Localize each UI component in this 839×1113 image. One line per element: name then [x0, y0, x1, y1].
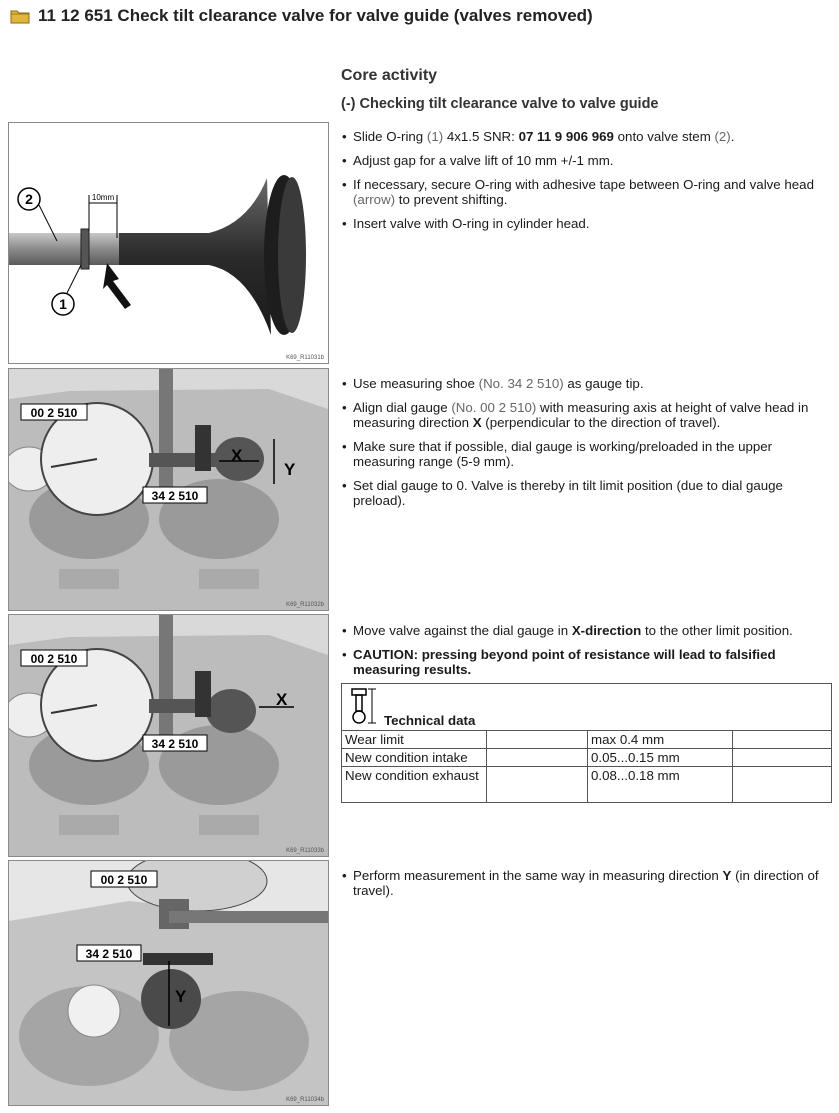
- table-cell: max 0.4 mm: [588, 731, 733, 749]
- shoe-label: 34 2 510: [85, 947, 133, 961]
- figure-valve: [8, 122, 329, 364]
- table-cell: [487, 731, 588, 749]
- table-row: [342, 731, 832, 749]
- table-cell: 0.08...0.18 mm: [588, 767, 733, 803]
- dimension-label: 10mm: [91, 193, 115, 202]
- list-item: • Make sure that if possible, dial gauge is working/preloaded in the upper measuring range (5-9 mm).: [341, 439, 833, 469]
- table-cell: [487, 749, 588, 767]
- step1-list: [341, 129, 833, 240]
- table-cell: Wear limit: [342, 731, 487, 749]
- gauge-label: 00 2 510: [100, 873, 148, 887]
- list-item: • Perform measurement in the same way in measuring direction Y (in direction of travel).: [341, 868, 833, 898]
- list-item: • Use measuring shoe (No. 34 2 510) as gauge tip.: [341, 376, 833, 391]
- cylinder-head-illustration: [9, 615, 328, 856]
- figure-dial-y: [8, 860, 329, 1106]
- figure-code: K69_R11032b: [286, 602, 324, 608]
- list-item: • Slide O-ring (1) 4x1.5 SNR: 07 11 9 906 969 onto valve stem (2).: [341, 129, 833, 144]
- direction-x-label: X: [231, 446, 243, 465]
- callout-2: 2: [25, 191, 33, 207]
- figure-dial-x-start: [8, 368, 329, 611]
- table-cell: [487, 767, 588, 803]
- table-cell: 0.05...0.15 mm: [588, 749, 733, 767]
- list-item: • If necessary, secure O-ring with adhesive tape between O-ring and valve head (arrow) to prevent shifting.: [341, 177, 833, 207]
- list-item: • Insert valve with O-ring in cylinder head.: [341, 216, 833, 231]
- step4-list: [341, 868, 833, 907]
- section-heading: Core activity: [341, 67, 438, 84]
- table-row: [342, 767, 832, 803]
- direction-x-label: X: [276, 690, 288, 709]
- measuring-tool-icon: [348, 687, 378, 725]
- folder-icon: [10, 8, 30, 24]
- gauge-label: 00 2 510: [30, 652, 78, 666]
- figure-code: K69_R11033b: [286, 848, 324, 854]
- list-item: • Set dial gauge to 0. Valve is thereby in tilt limit position (due to dial gauge preload).: [341, 478, 833, 508]
- list-item: • Align dial gauge (No. 00 2 510) with measuring axis at height of valve head in measuring direction X (perpendicular to the direction of travel).: [341, 400, 833, 430]
- valve-illustration: [9, 123, 328, 363]
- section-subheading: (-) Checking tilt clearance valve to valve guide: [341, 96, 659, 112]
- cylinder-head-illustration: [9, 369, 328, 610]
- list-item: • CAUTION: pressing beyond point of resistance will lead to falsified measuring results.: [341, 647, 833, 677]
- figure-code: K69_R11031b: [286, 355, 324, 361]
- table-cell: [733, 731, 832, 749]
- table-cell: New condition exhaust: [342, 767, 487, 803]
- technical-data-table: [341, 683, 832, 803]
- shoe-label: 34 2 510: [151, 737, 199, 751]
- step3-list: [341, 623, 833, 686]
- page-title: [10, 6, 593, 26]
- title-text: 11 12 651 Check tilt clearance valve for valve guide (valves removed): [38, 6, 593, 25]
- figure-dial-x-end: [8, 614, 329, 857]
- figure-code: K69_R11034b: [286, 1097, 324, 1103]
- step2-list: [341, 376, 833, 517]
- technical-data-label: Technical data: [384, 713, 476, 728]
- gauge-label: 00 2 510: [30, 406, 78, 420]
- list-item: • Adjust gap for a valve lift of 10 mm +/-1 mm.: [341, 153, 833, 168]
- table-cell: [733, 749, 832, 767]
- cylinder-head-illustration: [9, 861, 328, 1105]
- callout-1: 1: [59, 296, 67, 312]
- table-cell: New condition intake: [342, 749, 487, 767]
- direction-y-label: Y: [175, 987, 187, 1006]
- list-item: • Move valve against the dial gauge in X-direction to the other limit position.: [341, 623, 833, 638]
- shoe-label: 34 2 510: [151, 489, 199, 503]
- direction-y-label: Y: [284, 460, 296, 479]
- table-cell: [733, 767, 832, 803]
- table-row: [342, 749, 832, 767]
- technical-data-header: [342, 684, 832, 731]
- arrow-icon: [103, 263, 131, 309]
